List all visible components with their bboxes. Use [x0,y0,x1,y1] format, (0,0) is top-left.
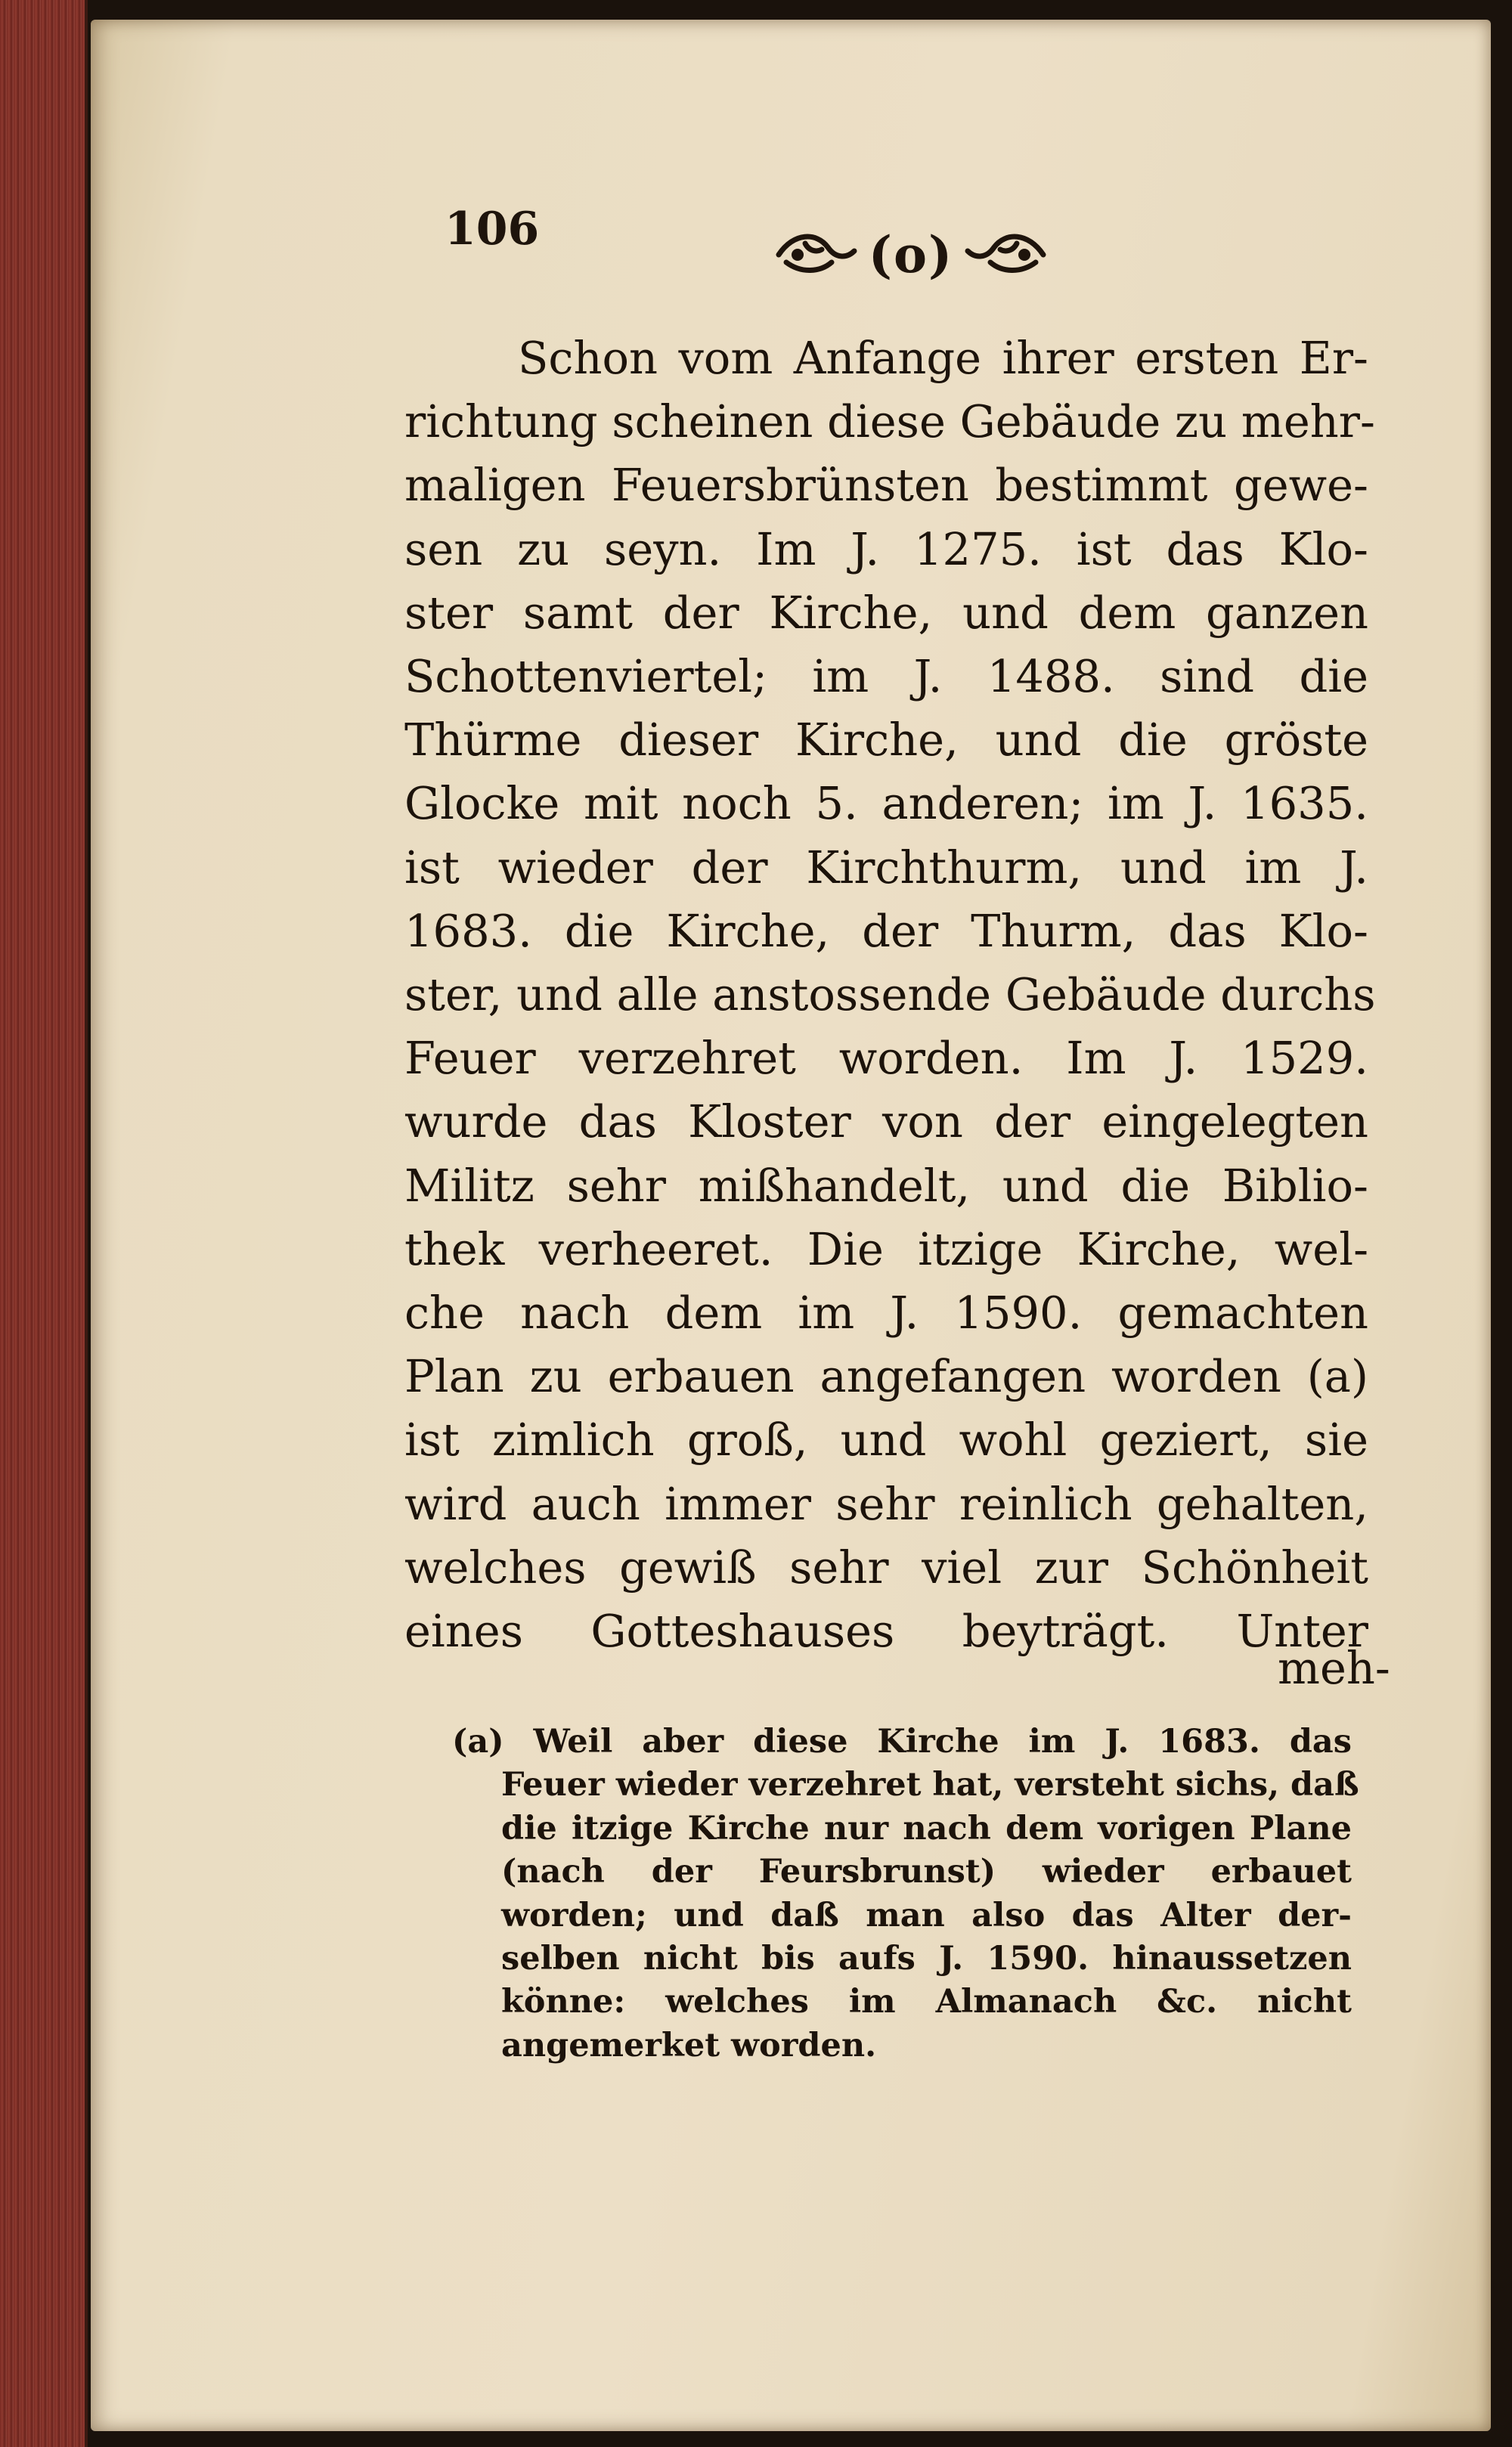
body-line: ist zimlich groß, und wohl geziert, sie [404,1414,1368,1467]
catchword: meh- [1278,1642,1390,1694]
body-line: welches gewiß sehr viel zur Schönheit [404,1541,1368,1594]
body-line: ster samt der Kirche, und dem ganzen [404,586,1368,639]
body-text [404,327,1376,1663]
body-line: Thürme dieser Kirche, und die gröste [404,714,1368,767]
body-line: wird auch immer sehr reinlich gehalten, [404,1477,1368,1530]
body-line: ist wieder der Kirchthurm, und im J. [404,841,1368,894]
footnote-line: Feuer wieder verzehret hat, versteht sichs, daß [501,1766,1359,1804]
body-line: 1683. die Kirche, der Thurm, das Klo- [404,904,1368,957]
body-line: Militz sehr mißhandelt, und die Biblio- [404,1159,1368,1212]
body-line: thek verheeret. Die itzige Kirche, wel- [404,1222,1368,1275]
body-line: richtung scheinen diese Gebäude zu mehr- [404,395,1375,448]
footnote-line: selben nicht bis aufs J. 1590. hinaussetzen [501,1940,1352,1978]
body-line: che nach dem im J. 1590. gemachten [404,1287,1368,1340]
footnote-line: angemerket worden. [501,2026,877,2064]
footnote-line: die itzige Kirche nur nach dem vorigen Plane [501,1809,1352,1848]
body-line: Schon vom Anfange ihrer ersten Er- [518,332,1368,384]
book-edge [0,0,88,2447]
body-line: Schottenviertel; im J. 1488. sind die [404,650,1368,703]
footnote-line: (nach der Feursbrunst) wieder erbauet [501,1853,1352,1891]
right-flourish-icon [964,228,1047,281]
page-number: 106 [445,203,540,256]
body-line: ster, und alle anstossende Gebäude durchs [404,968,1376,1021]
body-line: maligen Feuersbrünsten bestimmt gewe- [404,459,1368,512]
body-line: Plan zu erbauen angefangen worden (a) [404,1350,1368,1403]
body-line: sen zu seyn. Im J. 1275. ist das Klo- [404,522,1368,575]
page-sheet [91,20,1491,2431]
left-flourish-icon [775,228,858,281]
footnote-line: worden; und daß man also das Alter der- [501,1896,1352,1934]
footnote-line: könne: welches im Almanach &c. nicht [501,1983,1352,2021]
header-ornament [760,221,1062,289]
body-line: eines Gotteshauses beyträgt. Unter [404,1605,1368,1658]
footnote [452,1721,1359,2068]
body-line: wurde das Kloster von der eingelegten [404,1095,1368,1148]
footnote-line: (a) Weil aber diese Kirche im J. 1683. das [452,1723,1352,1761]
body-line: Glocke mit noch 5. anderen; im J. 1635. [404,777,1368,830]
body-line: Feuer verzehret worden. Im J. 1529. [404,1032,1368,1085]
ornament-mark: (o) [868,225,954,284]
